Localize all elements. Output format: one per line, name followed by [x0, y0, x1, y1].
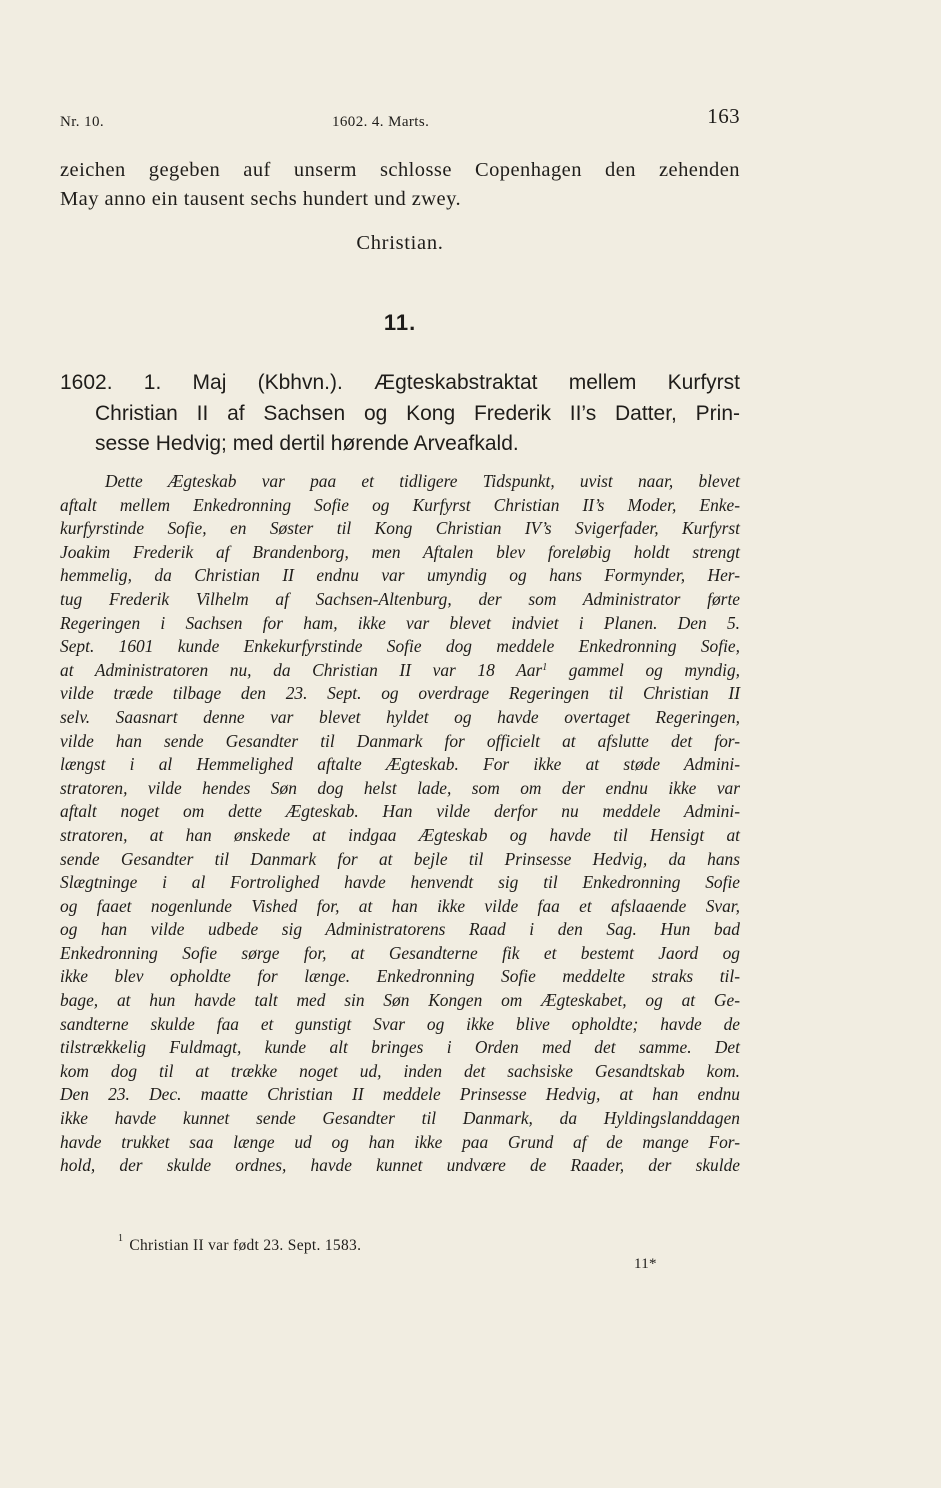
text-line: havde trukket saa længe ud og han ikke paa Grund af de mange For- [60, 1131, 740, 1152]
text-line: og han vilde udbede sig Administratorens Raad i den Sag. Hun bad [60, 919, 740, 940]
closing-text [60, 156, 740, 214]
printer-signature-mark: 11* [634, 1256, 657, 1272]
signature: Christian. [356, 232, 444, 254]
text-line: Slægtninge i al Fortrolighed havde henvendt sig til Enkedronning Sofie [60, 872, 740, 893]
text-line: længst i al Hemmelighed aftalte Ægteskab. For ikke at støde Admini- [60, 754, 740, 775]
text-line: sandterne skulde faa et gunstigt Svar og ikke blive opholdte; havde de [60, 1013, 740, 1034]
text-line: selv. Saasnart denne var blevet hyldet og havde overtaget Regeringen, [60, 706, 740, 727]
footnote-marker: 1 [118, 1233, 124, 1244]
text-line: kom dog til at trække noget ud, inden det sachsiske Gesandtskab kom. [60, 1060, 740, 1081]
text-line [60, 659, 740, 683]
text-segment: gammel og myndig, [547, 659, 740, 680]
body-text [60, 470, 740, 1178]
footnote-text: Christian II var født 23. Sept. 1583. [129, 1237, 362, 1255]
document-number: 11. [383, 310, 417, 335]
text-line: tug Frederik Vilhelm af Sachsen-Altenburg, der som Administrator førte [60, 588, 740, 609]
text-line: kurfyrstinde Sofie, en Søster til Kong Christian IV’s Svigerfader, Kurfyrst [60, 518, 740, 539]
footnote [118, 1233, 362, 1255]
text-line: stratoren, vilde hendes Søn dog helst lade, som om der endnu ikke var [60, 777, 740, 798]
heading-line: 1602. 1. Maj (Kbhvn.). Ægteskabstraktat mellem Kurfyrst [60, 371, 740, 394]
text-line: zeichen gegeben auf unserm schlosse Copenhagen den zehenden [60, 159, 740, 181]
text-line: ikke havde kunnet sende Gesandter til Danmark, da Hyldingslanddagen [60, 1108, 740, 1129]
text-line: og faaet nogenlunde Vished for, at han ikke vilde faa et afslaaende Svar, [60, 895, 740, 916]
heading-line: sesse Hedvig; med dertil hørende Arveafkald. [95, 432, 519, 455]
text-line: aftalt noget om dette Ægteskab. Han vilde derfor nu meddele Admini- [60, 801, 740, 822]
text-segment: at Administratoren nu, da Christian II var 18 Aar [60, 659, 543, 680]
text-line: Sept. 1601 kunde Enkekurfyrstinde Sofie dog meddele Enkedronning Sofie, [60, 636, 740, 657]
running-head [60, 104, 740, 136]
text-line: sende Gesandter til Danmark for at bejle til Prinsesse Hedvig, da hans [60, 848, 740, 869]
document-number-label: Nr. 10. [60, 114, 105, 130]
text-line: hold, der skulde ordnes, havde kunnet undvære de Raader, der skulde [60, 1155, 740, 1176]
text-line: ikke blev opholdte for længe. Enkedronning Sofie meddelte straks til- [60, 966, 740, 987]
text-line: Joakim Frederik af Brandenborg, men Aftalen blev foreløbig holdt strengt [60, 541, 740, 562]
text-line: hemmelig, da Christian II endnu var umyndig og hans Formynder, Her- [60, 565, 740, 586]
footnote-reference: 1 [542, 661, 548, 673]
text-line: stratoren, at han ønskede at indgaa Ægteskab og havde til Hensigt at [60, 824, 740, 845]
text-line: Enkedronning Sofie sørge for, at Gesandterne fik et bestemt Jaord og [60, 942, 740, 963]
running-head-date: 1602. 4. Marts. [332, 114, 430, 130]
text-line: May anno ein tausent sechs hundert und zwey. [60, 188, 462, 210]
text-line: bage, at hun havde talt med sin Søn Kongen om Ægteskabet, og at Ge- [60, 990, 740, 1011]
document-heading [60, 368, 740, 460]
text-line: Den 23. Dec. maatte Christian II meddele Prinsesse Hedvig, at han endnu [60, 1084, 740, 1105]
text-line: vilde han sende Gesandter til Danmark for officielt at afslutte det for- [60, 730, 740, 751]
text-line: Regeringen i Sachsen for ham, ikke var blevet indviet i Planen. Den 5. [60, 612, 740, 633]
heading-line: Christian II af Sachsen og Kong Frederik II’s Datter, Prin- [95, 401, 740, 425]
text-line: aftalt mellem Enkedronning Sofie og Kurfyrst Christian II’s Moder, Enke- [60, 494, 740, 515]
text-line: vilde træde tilbage den 23. Sept. og overdrage Regeringen til Christian II [60, 683, 740, 704]
page-number: 163 [707, 104, 740, 128]
text-line: Dette Ægteskab var paa et tidligere Tidspunkt, uvist naar, blevet [105, 471, 740, 491]
text-line: tilstrækkelig Fuldmagt, kunde alt bringes i Orden med det samme. Det [60, 1037, 740, 1058]
